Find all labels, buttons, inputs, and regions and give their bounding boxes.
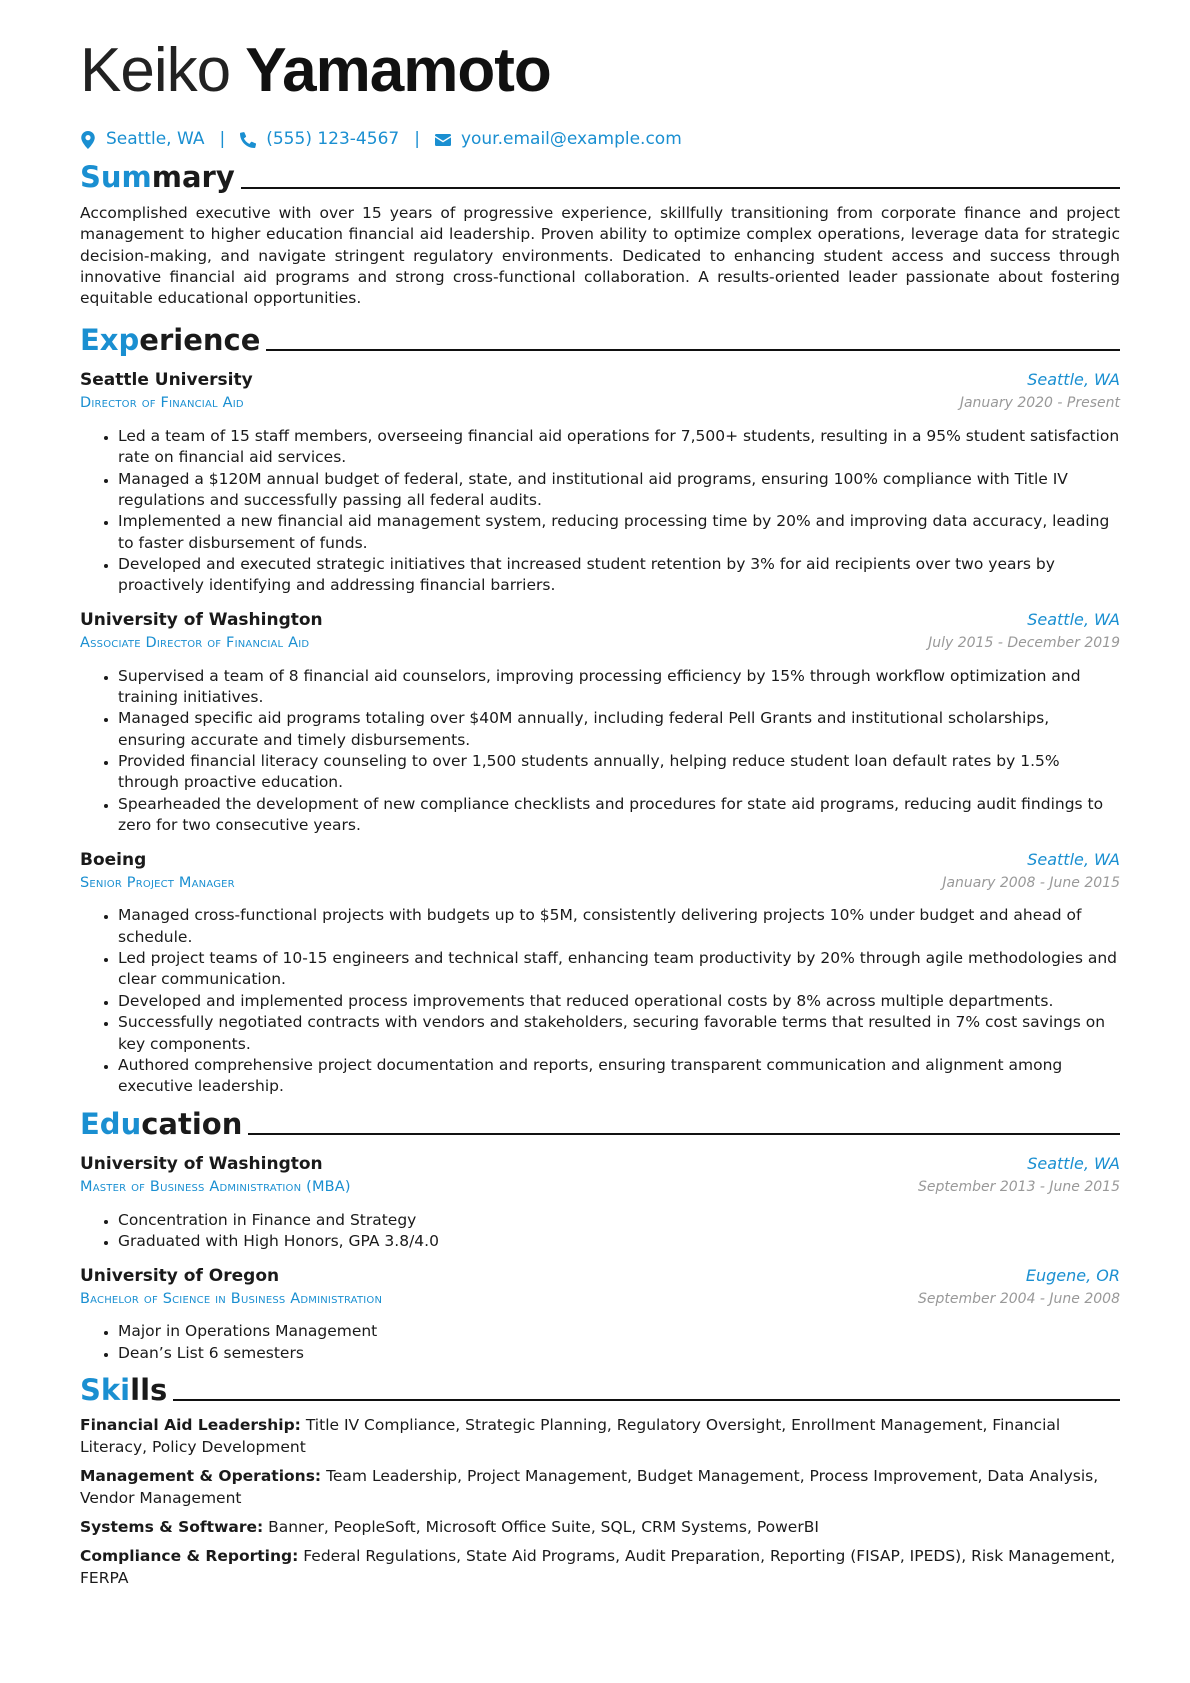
entry-location: Seattle, WA (1027, 1154, 1120, 1174)
entry-location: Seattle, WA (1027, 370, 1120, 390)
bullet-item: • Supervised a team of 8 financial aid counselors, improving processing efficiency by 15% through workflow optimization and training initiatives. (118, 666, 1120, 709)
bullet-item: • Implemented a new financial aid management system, reducing processing time by 20% and improving data accuracy, leading to faster disbursement of funds. (118, 511, 1120, 554)
school-name: University of Washington (80, 1154, 323, 1175)
bullet-item: • Developed and implemented process improvements that reduced operational costs by 8% across multiple departments. (118, 991, 1120, 1012)
bullet-item: • Authored comprehensive project documentation and reports, ensuring transparent communication and alignment among executive leadership. (118, 1055, 1120, 1098)
contact-separator: | (219, 129, 226, 149)
entry-location: Seattle, WA (1027, 609, 1120, 629)
skill-values: Banner, PeopleSoft, Microsoft Office Suite, SQL, CRM Systems, PowerBI (268, 1517, 819, 1536)
email-link[interactable]: your.email@example.com (460, 129, 682, 149)
map-marker-icon (80, 131, 96, 149)
entry-dates: January 2020 - Present (959, 395, 1120, 412)
employer-name: University of Washington (80, 609, 323, 630)
bullet-item: • Led project teams of 10-15 engineers and technical staff, enhancing team productivity by 20% through agile methodologies and clear communication. (118, 948, 1120, 991)
degree-title: Master of Business Administration (MBA) (80, 1179, 351, 1196)
contact-location (80, 128, 205, 151)
bullet-list (80, 1210, 1120, 1253)
contact-bar (80, 128, 1120, 151)
experience-heading (80, 324, 1120, 357)
bullet-item: • Spearheaded the development of new compliance checklists and procedures for state aid programs, reducing audit findings to zero for two consecutive years. (118, 794, 1120, 837)
bullet-item: • Dean’s List 6 semesters (118, 1343, 1120, 1364)
entry-dates: January 2008 - June 2015 (942, 875, 1120, 891)
experience-entry (80, 369, 1120, 597)
section-rule (241, 187, 1120, 189)
bullet-item: • Led a team of 15 staff members, overseeing financial aid operations for 7,500+ students, resulting in a 95% student satisfaction rate on financial aid services. (118, 426, 1120, 469)
skills-heading (80, 1374, 1120, 1407)
entry-location: Eugene, OR (1025, 1265, 1120, 1285)
bullet-list (80, 666, 1120, 837)
entry-dates: September 2004 - June 2008 (918, 1291, 1120, 1307)
summary-text: Accomplished executive with over 15 years of progressive experience, skillfully transitioning from corporate finance and project management to higher education financial aid leadership. Proven ability to optimize complex operations, leverage data for strategic decision-making, and navigate stringent regulatory environments. Dedicated to enhancing student access and success through innovative financial aid programs and strong cross-functional collaboration. A results-oriented leader passionate about fostering equitable educational opportunities. (80, 203, 1120, 308)
last-name: Yamamoto (245, 36, 551, 105)
skill-category: Financial Aid Leadership: (80, 1416, 301, 1435)
contact-email[interactable] (435, 128, 682, 151)
first-name: Keiko (80, 36, 231, 105)
entry-dates: September 2013 - June 2015 (918, 1179, 1120, 1196)
education-heading (80, 1108, 1120, 1141)
degree-title: Bachelor of Science in Business Administration (80, 1291, 383, 1307)
skill-category: Systems & Software: (80, 1517, 264, 1536)
entry-location: Seattle, WA (1027, 849, 1120, 869)
bullet-item: • Managed a $120M annual budget of federal, state, and institutional aid programs, ensuring 100% compliance with Title IV regulations and successfully passing all federal audits. (118, 469, 1120, 512)
bullet-item: • Major in Operations Management (118, 1321, 1120, 1342)
section-title: Education (80, 1106, 243, 1141)
skill-category: Compliance & Reporting: (80, 1547, 299, 1566)
location-text: Seattle, WA (106, 129, 205, 149)
phone-text: (555) 123-4567 (266, 129, 400, 149)
section-rule (173, 1399, 1120, 1401)
experience-entry (80, 609, 1120, 837)
bullet-item: • Managed specific aid programs totaling over $40M annually, including federal Pell Grants and institutional scholarships, ensuring accurate and timely disbursements. (118, 708, 1120, 751)
bullet-list (80, 426, 1120, 597)
section-title: Experience (80, 322, 261, 357)
entry-dates: July 2015 - December 2019 (928, 635, 1120, 652)
skill-line (80, 1415, 1120, 1458)
phone-icon (240, 131, 256, 149)
bullet-item: • Managed cross-functional projects with budgets up to $5M, consistently delivering projects 10% under budget and ahead of schedule. (118, 905, 1120, 948)
contact-separator: | (414, 129, 420, 149)
skill-line (80, 1466, 1120, 1509)
bullet-item: • Graduated with High Honors, GPA 3.8/4.0 (118, 1231, 1120, 1252)
bullet-list (80, 1321, 1120, 1364)
skill-values: Team Leadership, Project Management, Budget Management, Process Improvement, Data Analysis, Vendor Management (80, 1467, 1099, 1507)
job-title: Senior Project Manager (80, 875, 235, 891)
section-title: Summary (80, 160, 235, 195)
skill-line (80, 1517, 1120, 1538)
experience-entry (80, 849, 1120, 1098)
job-title: Director of Financial Aid (80, 395, 244, 412)
section-rule (248, 1133, 1120, 1135)
summary-heading (80, 161, 1120, 194)
education-entry (80, 1265, 1120, 1365)
job-title: Associate Director of Financial Aid (80, 635, 310, 652)
skill-category: Management & Operations: (80, 1467, 322, 1486)
employer-name: Boeing (80, 849, 147, 870)
skill-values: Federal Regulations, State Aid Programs, Audit Preparation, Reporting (FISAP, IPEDS), Risk Management, FERPA (80, 1547, 1116, 1587)
skills-list (80, 1415, 1120, 1589)
contact-phone[interactable] (240, 128, 399, 151)
envelope-icon (435, 131, 451, 149)
skill-values: Title IV Compliance, Strategic Planning, Regulatory Oversight, Enrollment Management, Financial Literacy, Policy Development (80, 1416, 1061, 1456)
bullet-list (80, 905, 1120, 1097)
skill-line (80, 1546, 1120, 1589)
school-name: University of Oregon (80, 1265, 280, 1286)
section-title: Skills (80, 1373, 168, 1408)
bullet-item: • Developed and executed strategic initiatives that increased student retention by 3% for aid recipients over two years by proactively identifying and addressing financial barriers. (118, 554, 1120, 597)
bullet-item: • Provided financial literacy counseling to over 1,500 students annually, helping reduce student loan default rates by 1.5% through proactive education. (118, 751, 1120, 794)
bullet-item: • Concentration in Finance and Strategy (118, 1210, 1120, 1231)
employer-name: Seattle University (80, 370, 253, 391)
section-rule (266, 349, 1120, 351)
candidate-name (80, 36, 1120, 105)
education-entry (80, 1153, 1120, 1253)
bullet-item: • Successfully negotiated contracts with vendors and stakeholders, securing favorable terms that resulted in 7% cost savings on key components. (118, 1012, 1120, 1055)
